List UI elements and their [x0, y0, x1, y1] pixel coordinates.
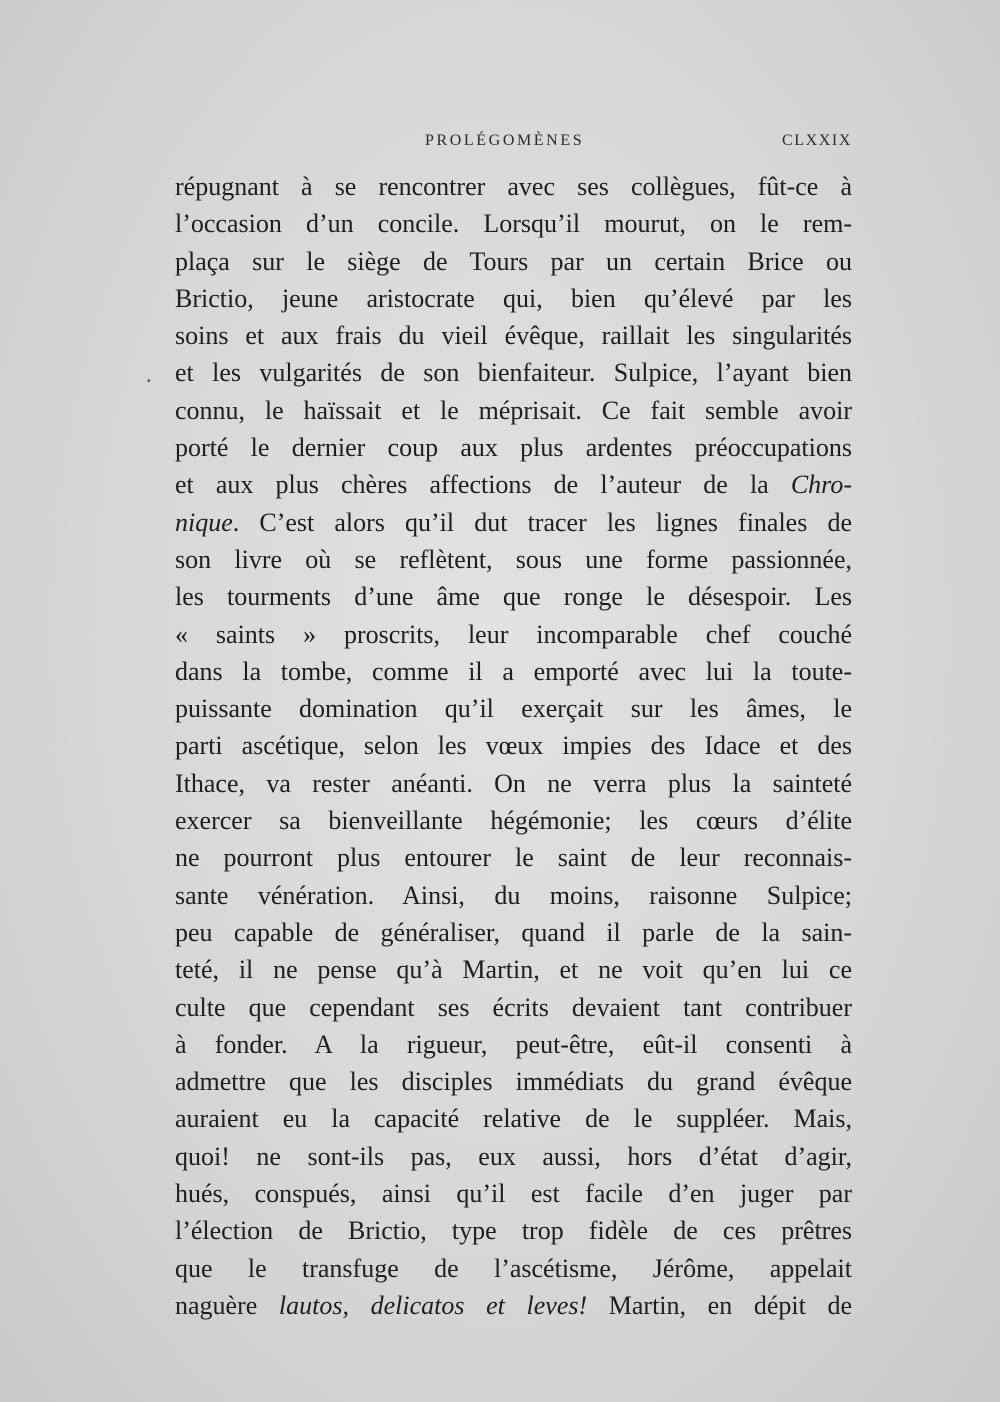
text-segment: peu capable de généraliser, quand il parle de la sain-: [175, 917, 852, 947]
text-line: [175, 839, 852, 876]
text-segment: son livre où se reflètent, sous une forme passionnée,: [175, 544, 852, 574]
text-segment: et les vulgarités de son bienfaiteur. Sulpice, l’ayant bien: [175, 358, 852, 388]
text-line: [175, 727, 852, 764]
text-line: [175, 504, 852, 541]
text-segment: à fonder. A la rigueur, peut-être, eût-il consenti à: [175, 1029, 852, 1059]
text-line: [175, 354, 852, 391]
text-line: [175, 466, 852, 503]
page-number: CLXXIX: [781, 132, 852, 149]
text-segment: ne pourront plus entourer le saint de leur reconnais-: [175, 843, 852, 873]
text-segment: « saints » proscrits, leur incomparable chef couché: [175, 619, 852, 649]
text-segment: dans la tombe, comme il a emporté avec lui la toute-: [175, 656, 852, 686]
text-segment: quoi! ne sont-ils pas, eux aussi, hors d’état d’agir,: [175, 1141, 852, 1171]
text-segment: Ithace, va rester anéanti. On ne verra plus la sainteté: [175, 768, 852, 798]
text-line: [175, 280, 852, 317]
italic-text: lautos, delicatos et leves!: [278, 1290, 588, 1320]
text-segment: sante vénération. Ainsi, du moins, raisonne Sulpice;: [175, 880, 852, 910]
text-line: [175, 541, 852, 578]
text-line: [175, 1063, 852, 1100]
text-segment: . C’est alors qu’il dut tracer les lignes finales de: [232, 507, 852, 537]
text-line: [175, 877, 852, 914]
text-line: [175, 205, 852, 242]
text-segment: naguère: [175, 1290, 279, 1320]
text-line: [175, 914, 852, 951]
text-line: [175, 1250, 852, 1287]
text-line: [175, 243, 852, 280]
text-line: [175, 653, 852, 690]
margin-mark: .: [146, 362, 152, 387]
text-segment: porté le dernier coup aux plus ardentes préoccupations: [175, 433, 852, 463]
italic-text: Chro-: [790, 470, 852, 500]
text-segment: l’élection de Brictio, type trop fidèle de ces prêtres: [175, 1216, 852, 1246]
running-head: [175, 132, 852, 156]
running-title: PROLÉGOMÈNES: [425, 132, 585, 149]
text-segment: exercer sa bienveillante hégémonie; les cœurs d’élite: [175, 806, 852, 836]
text-segment: répugnant à se rencontrer avec ses collègues, fût-ce à: [175, 172, 852, 201]
text-segment: connu, le haïssait et le méprisait. Ce fait semble avoir: [175, 395, 852, 425]
text-segment: teté, il ne pense qu’à Martin, et ne voit qu’en lui ce: [175, 955, 852, 985]
text-line: [175, 616, 852, 653]
text-segment: admettre que les disciples immédiats du grand évêque: [175, 1067, 852, 1097]
text-line: [175, 951, 852, 988]
text-segment: Martin, en dépit de: [587, 1290, 852, 1320]
text-line: [175, 1287, 852, 1324]
text-line: [175, 1138, 852, 1175]
text-segment: et aux plus chères affections de l’auteur de la: [175, 470, 791, 500]
text-line: [175, 1026, 852, 1063]
text-segment: Brictio, jeune aristocrate qui, bien qu’élevé par les: [175, 283, 852, 313]
text-line: [175, 317, 852, 354]
text-line: [175, 690, 852, 727]
text-line: [175, 802, 852, 839]
text-segment: puissante domination qu’il exerçait sur les âmes, le: [175, 694, 852, 724]
text-segment: les tourments d’une âme que ronge le désespoir. Les: [175, 582, 852, 612]
text-segment: plaça sur le siège de Tours par un certain Brice ou: [175, 246, 852, 276]
body-text: [175, 168, 852, 1324]
text-segment: l’occasion d’un concile. Lorsqu’il mourut, on le rem-: [175, 209, 852, 239]
text-line: [175, 1175, 852, 1212]
italic-text: nique: [175, 507, 233, 537]
text-line: [175, 1212, 852, 1249]
text-line: [175, 168, 852, 205]
text-line: [175, 1100, 852, 1137]
text-segment: soins et aux frais du vieil évêque, raillait les singularités: [175, 321, 852, 351]
text-segment: auraient eu la capacité relative de le suppléer. Mais,: [175, 1104, 852, 1134]
text-segment: hués, conspués, ainsi qu’il est facile d’en juger par: [175, 1179, 852, 1209]
text-line: [175, 578, 852, 615]
text-line: [175, 429, 852, 466]
text-segment: parti ascétique, selon les vœux impies des Idace et des: [175, 731, 852, 761]
text-line: [175, 392, 852, 429]
text-segment: que le transfuge de l’ascétisme, Jérôme, appelait: [175, 1253, 852, 1283]
text-line: [175, 765, 852, 802]
text-line: [175, 989, 852, 1026]
text-segment: culte que cependant ses écrits devaient tant contribuer: [175, 992, 852, 1022]
